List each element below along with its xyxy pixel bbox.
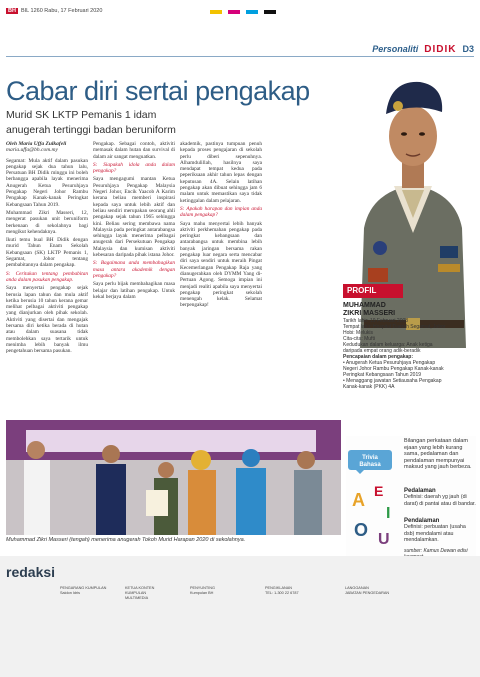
- definition: Definisi: perbuatan (usaha dsb) mendalami atau mendalamkan.: [404, 524, 466, 543]
- profile-name-line-1: MUHAMMAD: [343, 302, 386, 309]
- subheadline-line-1: Murid SK LKTP Pemanis 1 idam: [6, 109, 157, 121]
- footer-column: PENYUNTING Kumpulan BH: [190, 586, 215, 595]
- subheadline-line-2: anugerah tertinggi badan beruniform: [6, 124, 176, 136]
- footer-column: KETUA KONTEN KUMPULAN MULTIMEDIA: [125, 586, 155, 600]
- profile-name-line-2: ZIKRI MASSERI: [343, 310, 396, 317]
- redaksi-footer: [0, 556, 480, 677]
- profile-line: Tempat lahir: Hospital Daerah Segamat, Johor: [343, 324, 446, 330]
- vowel-letter: E: [374, 483, 384, 499]
- trivia-source: sumber: Kamus Dewan edisi: [404, 548, 468, 554]
- question: S: Apakah harapan dan impian anda dalam pengakap?: [180, 205, 262, 219]
- paragraph: Saya mengagumi mantan Ketua Pesuruhjaya Pengakap Malaysia Negeri Johor, Encik Yaacob A Karim kerana beliau memberi inspirasi kepada saya untuk lebih aktif dan beliau sendiri merupakan seorang ahli pengakap sejak tahun 1965 sehingga kini. Beliau sering membawa nama Malaysia pada peringkat antarabangsa sehingga layak menerima pelbagai anugerah dari Persekutuan Pengakap Malaysia dan kumisan aktiviti kebesaran daripada pihak istana Johor.: [93, 176, 175, 259]
- article-column-1: [6, 141, 88, 418]
- paragraph: Saya perlu bijak membahagikan masa belajar dan latihan pengakap. Untuk kekal berjaya dalam: [93, 281, 175, 300]
- header-rule: [6, 56, 474, 57]
- profile-box: [343, 302, 448, 390]
- paragraph: Segamat: Mula aktif dalam pasukan pengakap sejak dua tahun lalu, Persatuan BH Didik minggu ini boleh berbangga apabila layak menerima Anugerah Ketua Pesuruhjaya Pengakap Negeri Johor Rambu Pengakap Kanak-kanak Peringkat Kebangsaan Tahun 2019.: [6, 157, 88, 208]
- paragraph: akademik, pastinya tumpuan penuh kepada proses pengajaran di sekolah perlu diberi sepenuhnya. Alhamdulillah, hasilnya saya mendapat tempat kedua pada peperiksaan akhir tahun lepas dengan keputusan 4A. Selain latihan pengakap akan dibuat sehingga jam 6 malam untuk memastikan saya tidak ketinggalan dalam pelajaran.: [180, 141, 262, 204]
- photo-caption: Muhammad Zikri Masseri (tengah) menerima anugerah Tokoh Murid Harapan 2020 di sekolahnya.: [6, 537, 246, 543]
- vowel-letter: A: [352, 490, 365, 510]
- byline: Oleh Maria Uffa Zulkafeli: [6, 141, 67, 147]
- footer-brand: redaksi: [6, 564, 56, 580]
- profile-line: • Menaggang jawatan Setiausaha Pengakap Kanak-kanak (PKK) 4A: [343, 378, 442, 390]
- article-column-2: [93, 141, 175, 418]
- page-number: D3: [462, 44, 474, 54]
- footer-column: PENGIKLANAN TEL: 1-300 22 6787: [265, 586, 299, 595]
- headline: Cabar diri sertai pengakap: [6, 76, 310, 106]
- vowel-letters-graphic: [348, 478, 404, 550]
- profile-line: Pencapaian dalam pengakap:: [343, 354, 414, 360]
- byline-email: maria.uffa@bh.com.my: [6, 147, 58, 154]
- trivia-badge: [348, 450, 392, 474]
- section-name: Personaliti: [372, 44, 419, 54]
- profile-label: PROFIL: [343, 284, 403, 298]
- trivia-definition-1: [404, 488, 476, 507]
- issue-info: BH BIL 1260 Rabu, 17 Februari 2020: [8, 8, 103, 14]
- paragraph: Pengakap. Sebagai contoh, aktiviti memasak dalam hutan dan survival di dalam air sangat menguatkan.: [93, 141, 175, 160]
- profile-line: Hobi: Melukis: [343, 330, 374, 336]
- definition: Definisi: daerah yg jauh (di darat) di pantai atau di bandar.: [404, 494, 476, 507]
- section-logo: DIDIK: [424, 43, 457, 55]
- footer-column: LANGGANAN JABATAN PENGEDARAN: [345, 586, 390, 595]
- magenta-bar: [228, 10, 240, 14]
- paragraph: Muhammad Zikri Masseri, 12, mengerat pasukan unit beruniform berkenaan di sekolahnya bagi mengikut kehendaknya.: [6, 209, 88, 235]
- vowel-letter: O: [354, 520, 369, 540]
- award-ceremony-photo: [6, 420, 341, 535]
- term: Pedalaman: [404, 488, 436, 494]
- print-color-bars: [210, 10, 276, 14]
- article-column-3: [180, 141, 262, 418]
- term: Pendalaman: [404, 518, 440, 524]
- footer-column: PENGARANG KUMPULAN Saidon Idris: [60, 586, 107, 595]
- cyan-bar: [246, 10, 258, 14]
- trivia-badge-line-1: Trivia: [362, 455, 378, 461]
- ceremony-illustration: [6, 420, 341, 535]
- paragraph: Saya mahu menyertai lebih banyak aktiviti perkhemahan pengakap pada peringkat kebangsaan dan antarabangsa untuk membina lebih banyak jaringan bersama rakan pengakap luar negara serta mencabar diri saya sendiri untuk meraih Pingat Kecemerlangan Pengakap Raja yang dianugerahkan oleh DYMM Yang di-Pertuan Agong. Semoga impian ini menjadi realiti apabila saya menyertai pengakap peringkat sekolah menengah kelak. Selamat berpengakap!: [180, 220, 262, 309]
- section-bar: [300, 42, 474, 56]
- trivia-definition-2: [404, 518, 476, 543]
- trivia-intro: Bilangan perkataan dalam ejaan yang lebih kurang sama, pedalaman dan pendalaman mempunyai maksud yang jauh berbeza.: [404, 438, 472, 470]
- speech-bubble-icon: [348, 450, 392, 474]
- question: S: Bagaimana anda membahagikan masa antara akademik dengan pengakap?: [93, 260, 175, 279]
- trivia-bahasa-box: [346, 436, 476, 556]
- profile-line: Cita-cita: Mufti: [343, 336, 375, 342]
- paragraph: Ikuti temu bual BH Didik dengan murid Tahun Enam Sekolah Kebangsaan (SK) LKTP Pemanis 1, Segamat, Johor tentang pembabitannya dalam pengakap.: [6, 237, 88, 269]
- paragraph: Saya menyertai pengakap sejak berusia lapan tahun dan mula aktif ketika berusia 10 tahun kerana gemar melihat pelbagai aktiviti pengakap yang dianjurkan oleh pihak sekolah. Aktiviti yang disertai dan mengajak bersama diri ketika berada di hutan atau dalam suasana tidak membolehkan saya tertarik untuk menimba lebih banyak ilmu pengetahuan bersama pasukan.: [6, 285, 88, 355]
- black-bar: [264, 10, 276, 14]
- question: S: Ceritakan tentang pembabitan anda dalam pasukan pengakap.: [6, 270, 88, 283]
- question: S: Siapakah idola anda dalam pengakap?: [93, 161, 175, 175]
- yellow-bar: [210, 10, 222, 14]
- profile-line: • Anugerah Ketua Pesuruhjaya Pengakap Negeri Johor Rambu Pengakap Kanak-kanak Peringkat Kebangsaan Tahun 2019: [343, 360, 444, 378]
- profile-line: Tarikh lahir: 19 Februari 2008: [343, 318, 409, 324]
- vowel-letter: U: [378, 531, 390, 548]
- trivia-badge-line-2: Bahasa: [359, 462, 381, 468]
- vowel-letter: I: [386, 505, 391, 522]
- profile-line: Kedudukan dalam keluarga: Anak ketiga daripada empat orang adik-beradik: [343, 342, 433, 354]
